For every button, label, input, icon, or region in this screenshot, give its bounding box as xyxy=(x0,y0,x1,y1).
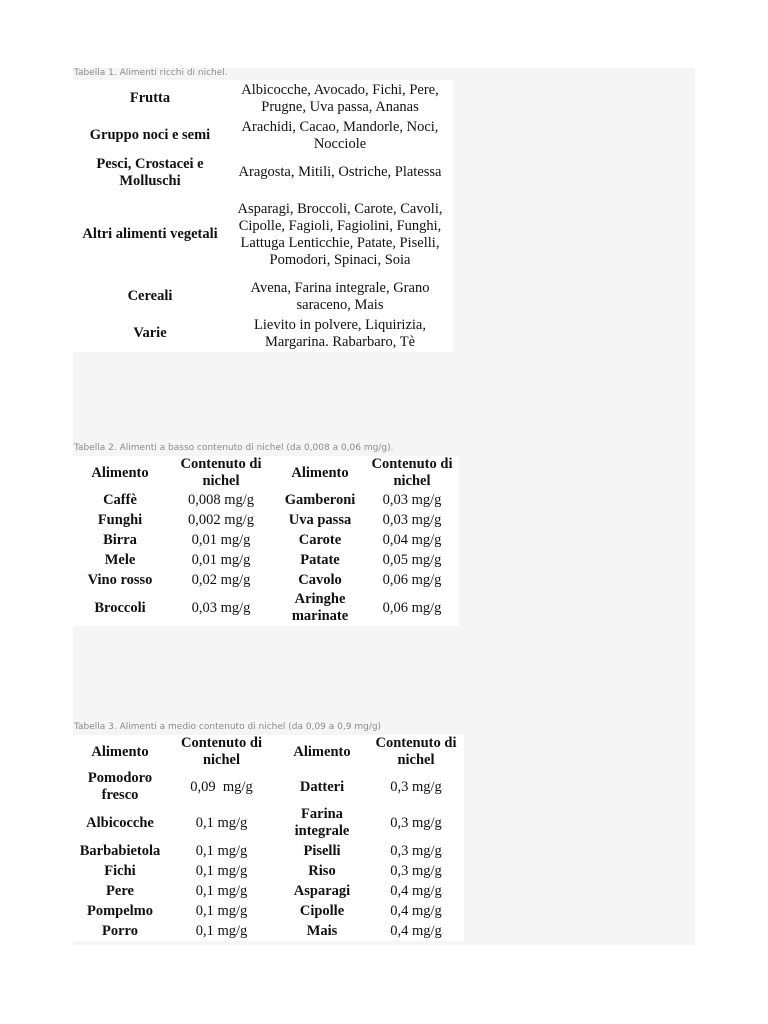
nickel-value-cell: 0,3 mg/g xyxy=(390,778,442,795)
nickel-value-cell: 0,1 mg/g xyxy=(195,814,248,831)
food-cell: Albicocche xyxy=(86,814,154,831)
food-cell: Birra xyxy=(103,531,137,548)
food-cell: Gamberoni xyxy=(284,491,356,508)
table2-caption: Tabella 2. Alimenti a basso contenuto di nichel (da 0,008 a 0,06 mg/g). xyxy=(74,443,394,453)
food-cell: Barbabietola xyxy=(79,842,161,859)
food-cell: Funghi xyxy=(97,511,143,528)
table-row xyxy=(73,315,453,352)
nickel-value-cell: 0,3 mg/g xyxy=(390,862,442,879)
category-cell: Altri alimenti vegetali xyxy=(82,226,218,242)
food-cell: Patate xyxy=(300,551,340,568)
table-row xyxy=(73,80,453,117)
category-cell: Gruppo noci e semi xyxy=(89,127,211,143)
nickel-value-cell: 0,002 mg/g xyxy=(187,511,255,528)
table1 xyxy=(73,80,453,352)
food-cell: Cavolo xyxy=(298,571,342,588)
foods-cell: Avena, Farina integrale, Grano saraceno, Mais xyxy=(250,279,430,313)
nickel-value-cell: 0,4 mg/g xyxy=(390,902,442,919)
food-cell: Broccoli xyxy=(94,599,146,616)
column-header: Alimento xyxy=(91,743,149,760)
nickel-value-cell: 0,1 mg/g xyxy=(195,842,248,859)
foods-cell: Lievito in polvere, Liquirizia, Margarina. Rabarbaro, Tè xyxy=(254,316,426,350)
food-cell: Aringhe marinate xyxy=(291,591,349,624)
column-header: Alimento xyxy=(293,743,351,760)
food-cell: Mais xyxy=(306,922,338,939)
table-row xyxy=(73,570,459,590)
table-row xyxy=(73,490,459,510)
food-cell: Pere xyxy=(106,882,134,899)
table-row xyxy=(73,530,459,550)
food-cell: Vino rosso xyxy=(87,571,153,588)
foods-cell: Albicocche, Avocado, Fichi, Pere, Prugne, Uva passa, Ananas xyxy=(241,81,439,115)
column-header: Alimento xyxy=(91,464,149,481)
category-cell: Cereali xyxy=(127,288,173,304)
category-cell: Varie xyxy=(133,325,167,341)
food-cell: Piselli xyxy=(303,842,341,859)
table-row xyxy=(73,191,453,278)
table3-caption: Tabella 3. Alimenti a medio contenuto di nichel (da 0,09 a 0,9 mg/g) xyxy=(74,722,382,732)
category-cell: Pesci, Crostacei e Molluschi xyxy=(96,155,204,189)
nickel-value-cell: 0,4 mg/g xyxy=(390,922,442,939)
table-header-row xyxy=(73,456,459,490)
column-header: Alimento xyxy=(291,464,349,481)
table-row xyxy=(73,590,459,626)
food-cell: Uva passa xyxy=(288,511,352,528)
category-cell: Frutta xyxy=(129,90,171,106)
nickel-value-cell: 0,4 mg/g xyxy=(390,882,442,899)
table2 xyxy=(73,456,459,626)
nickel-value-cell: 0,06 mg/g xyxy=(382,599,442,616)
nickel-value-cell: 0,03 mg/g xyxy=(191,599,251,616)
nickel-value-cell: 0,02 mg/g xyxy=(191,571,251,588)
table-row xyxy=(73,550,459,570)
food-cell: Farina integrale xyxy=(294,806,350,839)
foods-cell: Arachidi, Cacao, Mandorle, Noci, Nocciole xyxy=(241,118,439,152)
nickel-value-cell: 0,01 mg/g xyxy=(191,551,251,568)
nickel-value-cell: 0,01 mg/g xyxy=(191,531,251,548)
nickel-value-cell: 0,03 mg/g xyxy=(382,491,442,508)
foods-cell: Aragosta, Mitili, Ostriche, Platessa xyxy=(238,164,442,180)
food-cell: Datteri xyxy=(299,778,345,795)
food-cell: Carote xyxy=(298,531,342,548)
nickel-value-cell: 0,1 mg/g xyxy=(195,922,248,939)
nickel-value-cell: 0,1 mg/g xyxy=(195,882,248,899)
nickel-value-cell: 0,3 mg/g xyxy=(390,842,442,859)
table-row xyxy=(73,769,464,805)
column-header: Contenuto di nichel xyxy=(371,456,453,489)
food-cell: Riso xyxy=(308,862,336,879)
foods-cell: Asparagi, Broccoli, Carote, Cavoli, Cipolle, Fagioli, Fagiolini, Funghi, Lattuga Lenticchie, Patate, Piselli, Pomodori, Spinaci, Soia xyxy=(237,200,443,268)
food-cell: Fichi xyxy=(104,862,136,879)
table-row xyxy=(73,841,464,861)
table3 xyxy=(73,735,464,941)
table-header-row xyxy=(73,735,464,769)
nickel-value-cell: 0,06 mg/g xyxy=(382,571,442,588)
table-row xyxy=(73,278,453,315)
table-row xyxy=(73,901,464,921)
table-row xyxy=(73,510,459,530)
table-row xyxy=(73,117,453,154)
nickel-value-cell: 0,09 mg/g xyxy=(190,778,253,795)
column-header: Contenuto di nichel xyxy=(180,456,262,489)
table-row xyxy=(73,921,464,941)
food-cell: Pompelmo xyxy=(86,902,154,919)
table1-caption: Tabella 1. Alimenti ricchi di nichel. xyxy=(74,68,228,78)
nickel-value-cell: 0,1 mg/g xyxy=(195,862,248,879)
food-cell: Mele xyxy=(104,551,136,568)
table-row xyxy=(73,805,464,841)
nickel-value-cell: 0,1 mg/g xyxy=(195,902,248,919)
nickel-value-cell: 0,04 mg/g xyxy=(382,531,442,548)
food-cell: Porro xyxy=(102,922,138,939)
column-header: Contenuto di nichel xyxy=(181,735,262,768)
nickel-value-cell: 0,05 mg/g xyxy=(382,551,442,568)
table-row xyxy=(73,154,453,191)
food-cell: Pomodoro fresco xyxy=(87,770,153,803)
column-header: Contenuto di nichel xyxy=(375,735,457,768)
nickel-value-cell: 0,008 mg/g xyxy=(187,491,255,508)
food-cell: Caffè xyxy=(103,491,137,508)
nickel-value-cell: 0,03 mg/g xyxy=(382,511,442,528)
table-row xyxy=(73,881,464,901)
food-cell: Asparagi xyxy=(293,882,351,899)
food-cell: Cipolle xyxy=(299,902,345,919)
table-row xyxy=(73,861,464,881)
nickel-value-cell: 0,3 mg/g xyxy=(390,814,442,831)
